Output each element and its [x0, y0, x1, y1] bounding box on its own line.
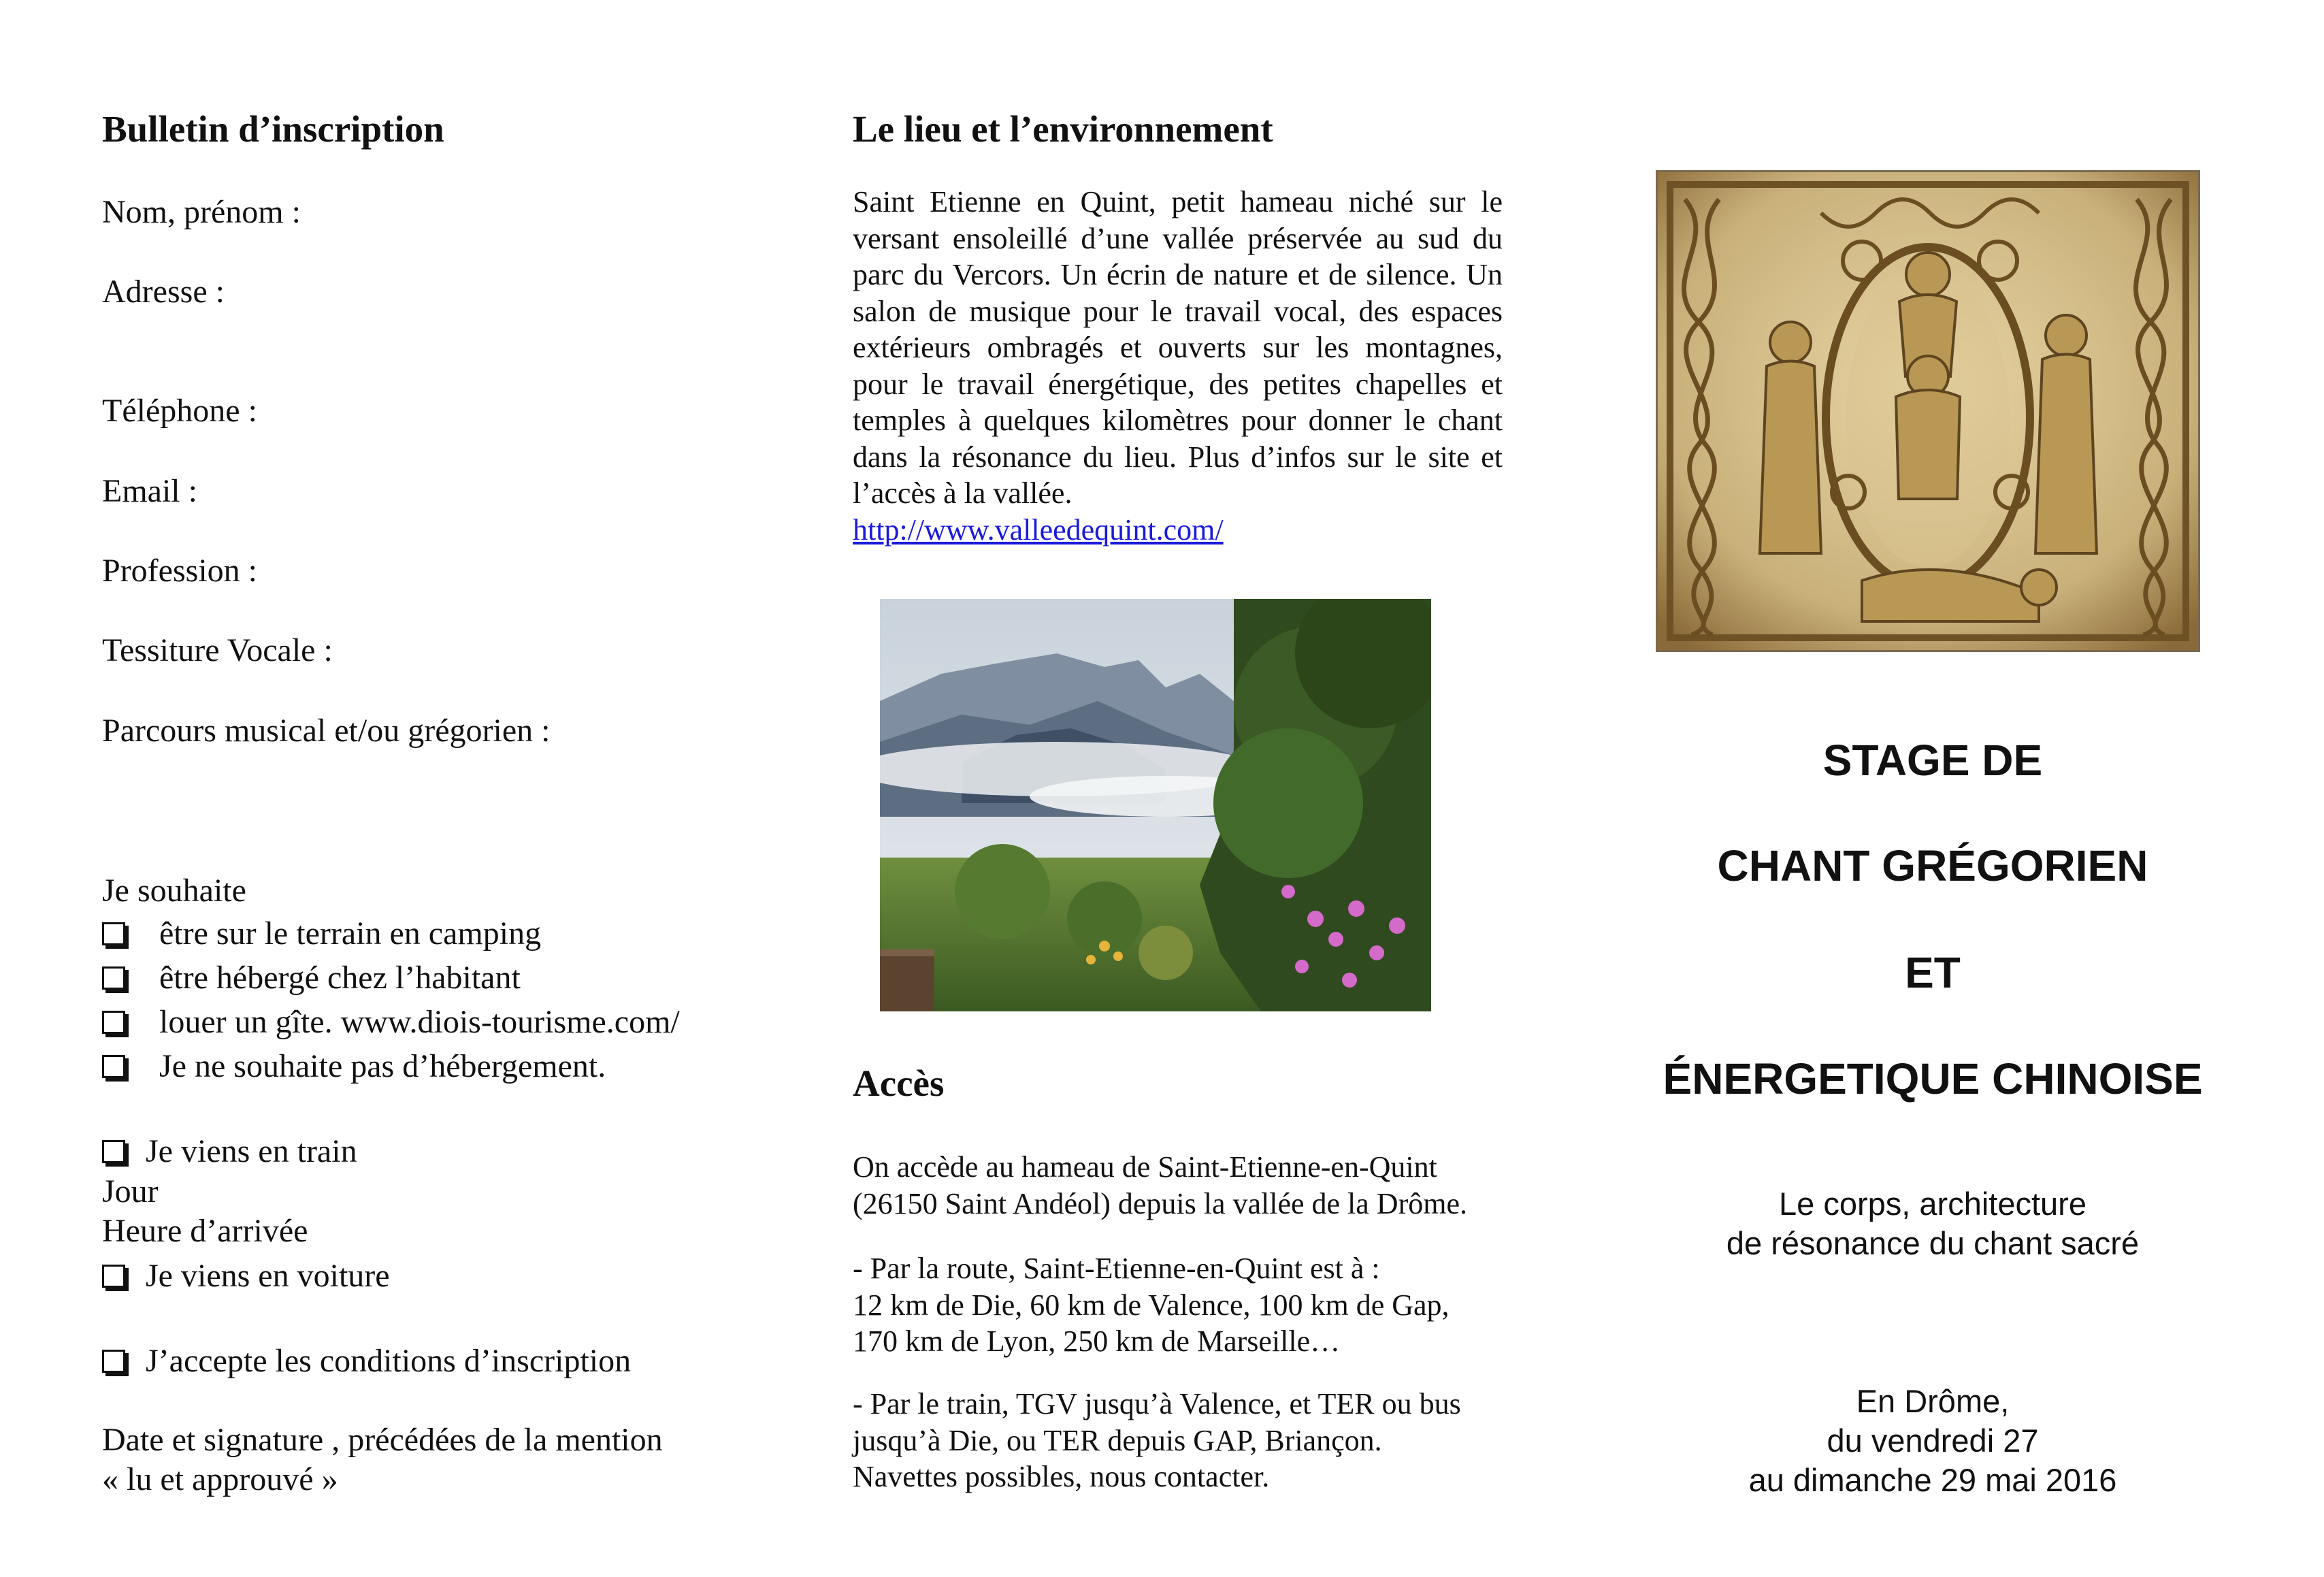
acces-title: Accès [853, 1062, 945, 1104]
cover-title-line-1: STAGE DE [1822, 736, 2043, 785]
option-no-hebergement-label: Je ne souhaite pas d’hébergement. [159, 1048, 606, 1084]
acces-intro-line-2: (26150 Saint Andéol) depuis la vallée de la Drôme. [853, 1186, 1467, 1220]
acces-route-line-3: 170 km de Lyon, 250 km de Marseille… [853, 1324, 1341, 1358]
lieu-paragraph [853, 184, 1503, 548]
cover-title-line-3: ET [1905, 948, 1961, 997]
bulletin-title: Bulletin d’inscription [102, 108, 444, 150]
option-voiture-label: Je viens en voiture [146, 1258, 390, 1294]
option-habitant-label: être hébergé chez l’habitant [159, 960, 521, 996]
checkbox-icon[interactable] [102, 1350, 125, 1373]
option-voiture[interactable] [102, 1256, 390, 1296]
acces-intro-line-1: On accède au hameau de Saint-Etienne-en-Quint [853, 1150, 1437, 1184]
checkbox-icon[interactable] [102, 966, 125, 990]
field-nom-label: Nom, prénom : [102, 194, 301, 230]
cover-title-line-4: ÉNERGETIQUE CHINOISE [1663, 1054, 2203, 1103]
cover-dates [1592, 1382, 2273, 1500]
cover-subtitle [1592, 1184, 2273, 1263]
signature-line-2: « lu et approuvé » [102, 1461, 338, 1497]
cover-title-line-2: CHANT GRÉGORIEN [1717, 841, 2148, 890]
field-email-label: Email : [102, 473, 197, 509]
checkbox-icon[interactable] [102, 1055, 125, 1078]
option-gite[interactable] [102, 1003, 680, 1042]
option-habitant[interactable] [102, 958, 521, 998]
field-parcours-label: Parcours musical et/ou grégorien : [102, 713, 551, 749]
option-train-label: Je viens en train [146, 1133, 357, 1169]
carved-ivory-image [1656, 170, 2200, 652]
option-camping[interactable] [102, 914, 541, 954]
option-camping-label: être sur le terrain en camping [159, 915, 542, 952]
souhait-label: Je souhaite [102, 873, 246, 909]
acces-train-line-1: - Par le train, TGV jusqu’à Valence, et TER ou bus [853, 1387, 1461, 1420]
cover-subtitle-line-2: de résonance du chant sacré [1726, 1225, 2140, 1261]
cover-date-line-2: au dimanche 29 mai 2016 [1748, 1462, 2117, 1498]
acces-route [853, 1250, 1450, 1360]
checkbox-icon[interactable] [102, 1140, 125, 1163]
option-gite-label: louer un gîte. www.diois-tourisme.com/ [159, 1004, 680, 1040]
landscape-illustration [880, 599, 1431, 1011]
acces-train-line-2: jusqu’à Die, ou TER depuis GAP, Briançon. [853, 1423, 1382, 1457]
option-conditions-label: J’accepte les conditions d’inscription [146, 1343, 632, 1379]
acces-route-line-2: 12 km de Die, 60 km de Valence, 100 km de Gap, [853, 1288, 1450, 1322]
field-profession-label: Profession : [102, 553, 257, 589]
heure-label: Heure d’arrivée [102, 1213, 308, 1249]
cover-place: En Drôme, [1856, 1383, 2010, 1419]
checkbox-icon[interactable] [102, 922, 125, 945]
option-train[interactable] [102, 1132, 357, 1171]
cover-subtitle-line-1: Le corps, architecture [1779, 1186, 2086, 1222]
lieu-title: Le lieu et l’environnement [853, 108, 1273, 150]
jour-label: Jour [102, 1173, 159, 1209]
option-no-hebergement[interactable] [102, 1047, 606, 1086]
ivory-carving-illustration [1658, 172, 2198, 650]
checkbox-icon[interactable] [102, 1265, 125, 1288]
vallee-link[interactable]: http://www.valleedequint.com/ [853, 513, 1224, 547]
lieu-paragraph-text: Saint Etienne en Quint, petit hameau niché sur le versant ensoleillé d’une vallée préservée au sud du parc du Vercors. Un écrin de nature et de silence. Un salon de musique pour le travail vocal, des espaces extérieurs ombragés et ouverts sur les montagnes, pour le travail énergétique, des petites chapelles et temples à quelques kilomètres pour donner le chant dans la résonance du lieu. Plus d’infos sur le site et l’accès à la vallée. [853, 185, 1503, 510]
landscape-photo [880, 599, 1431, 1011]
field-tessiture-label: Tessiture Vocale : [102, 632, 333, 668]
acces-route-line-1: - Par la route, Saint-Etienne-en-Quint est à : [853, 1252, 1380, 1285]
field-adresse-label: Adresse : [102, 274, 225, 310]
option-conditions[interactable] [102, 1342, 631, 1381]
acces-train-line-3: Navettes possibles, nous contacter. [853, 1460, 1270, 1493]
acces-intro [853, 1149, 1467, 1222]
field-telephone-label: Téléphone : [102, 393, 257, 429]
signature-line-1: Date et signature , précédées de la mention [102, 1422, 663, 1458]
checkbox-icon[interactable] [102, 1011, 125, 1034]
acces-train [853, 1386, 1461, 1495]
cover-date-line-1: du vendredi 27 [1827, 1422, 2039, 1459]
